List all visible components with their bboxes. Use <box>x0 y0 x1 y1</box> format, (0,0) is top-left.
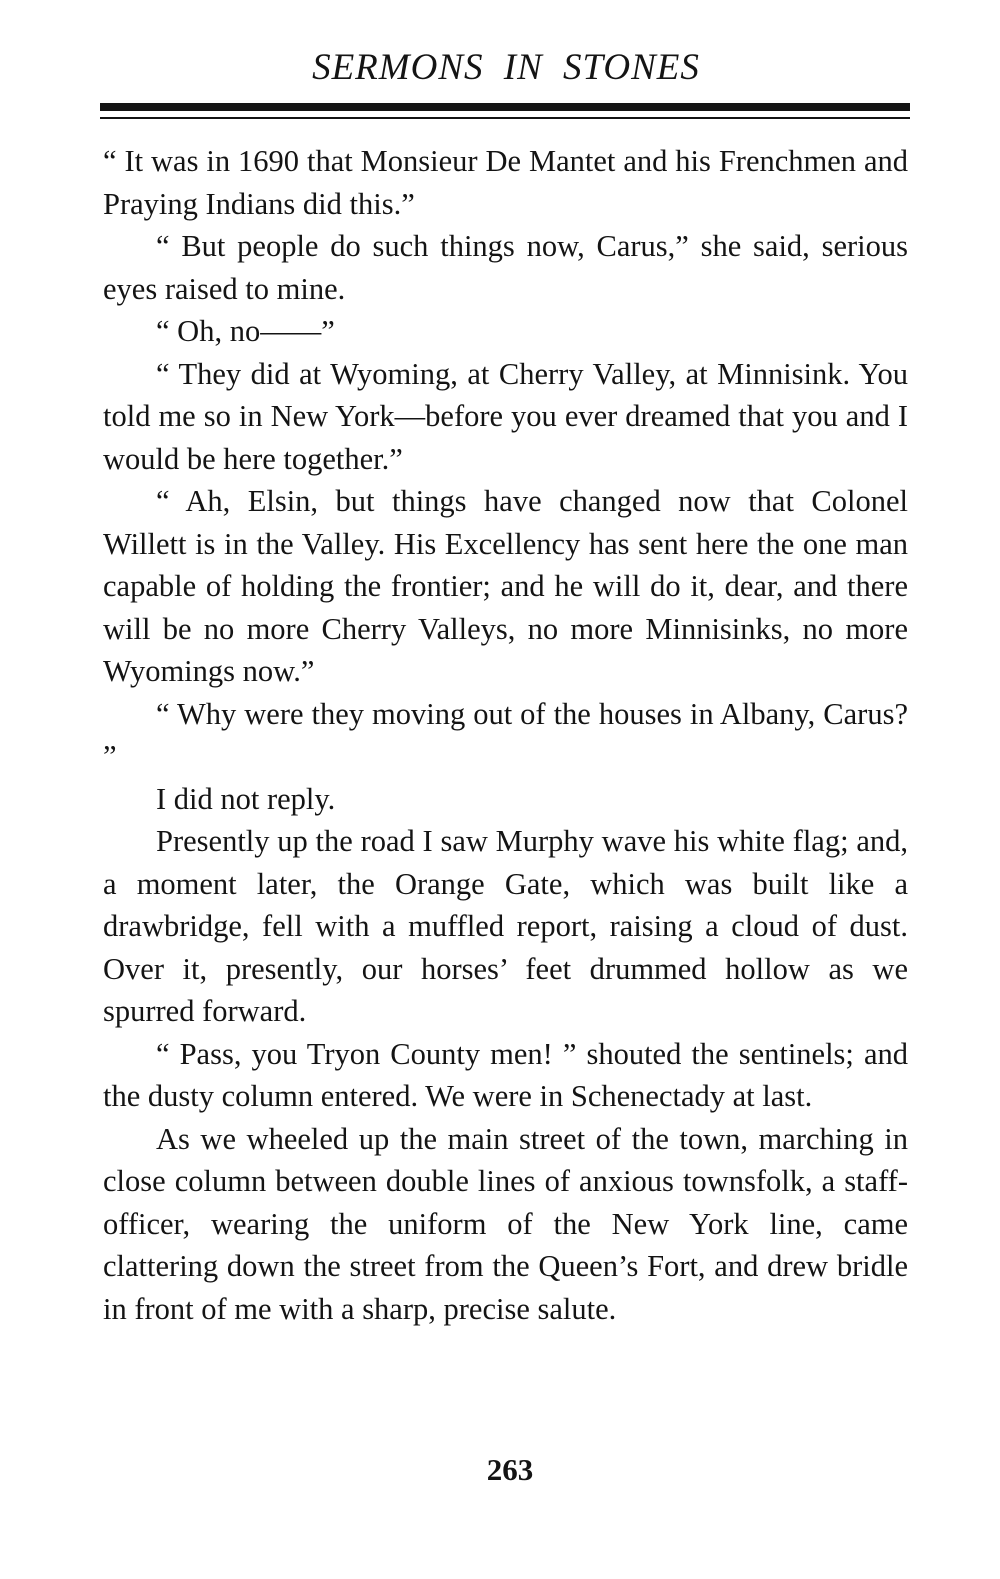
page-number: 263 <box>486 1452 534 1487</box>
paragraph-9: “ Pass, you Tryon County men! ” shouted the sentinels; and the dusty column entered. We were in Schenectady at last. <box>103 1036 908 1113</box>
paragraph-5: “ Ah, Elsin, but things have changed now that Colonel Willett is in the Valley. His Excellency has sent here the one man capable of holding the frontier; and he will do it, dear, and there will be no more Cherry Valleys, no more Minnisinks, no more Wyomings now.” <box>103 484 908 688</box>
paragraph-8: Presently up the road I saw Murphy wave his white flag; and, a moment later, the Orange Gate, which was built like a drawbridge, fell with a muffled report, raising a cloud of dust. Over it, presently, our horses’ feet drummed hollow as we spurred forward. <box>103 824 908 1028</box>
header-rule-thin <box>100 117 910 119</box>
paragraph-2: “ But people do such things now, Carus,” she said, serious eyes raised to mine. <box>103 229 908 306</box>
header-rule-thick <box>100 103 910 111</box>
body-text <box>103 140 908 1330</box>
paragraph-1: “ It was in 1690 that Monsieur De Mantet and his Frenchmen and Praying Indians did this.” <box>103 144 908 221</box>
paragraph-7: I did not reply. <box>156 781 336 816</box>
paragraph-6: “ Why were they moving out of the houses in Albany, Carus? ” <box>103 696 908 773</box>
paragraph-3: “ Oh, no——” <box>156 314 335 348</box>
running-title: SERMONS IN STONES <box>312 47 700 88</box>
paragraph-4: “ They did at Wyoming, at Cherry Valley, at Minnisink. You told me so in New York—before you ever dreamed that you and I would be here together.” <box>103 356 908 476</box>
paragraph-10: As we wheeled up the main street of the town, marching in close column between double lines of anxious townsfolk, a staff-officer, wearing the uniform of the New York line, came clattering down the street from the Queen’s Fort, and drew bridle in front of me with a sharp, precise salute. <box>103 1121 908 1326</box>
